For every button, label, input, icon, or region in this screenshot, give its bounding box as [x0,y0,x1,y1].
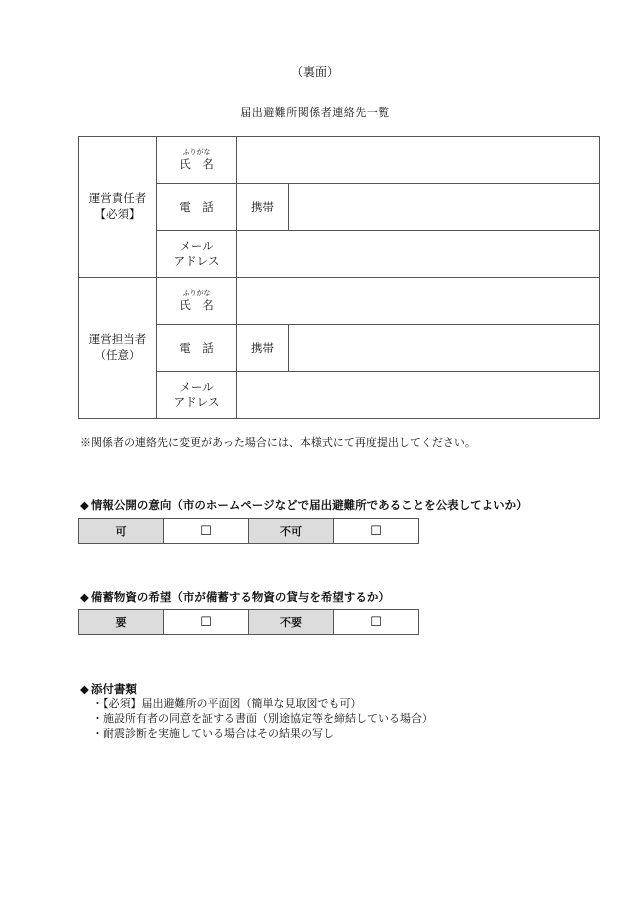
contacts-table [78,136,600,419]
staff-mail-row [79,372,600,419]
staff-name-field[interactable] [237,278,600,325]
staff-role-cell [79,278,157,419]
staff-optional-badge: （任意） [94,348,141,362]
staff-furigana-label: ふりがな [182,288,211,297]
diamond-bullet-icon: ◆ [80,590,89,604]
info-disclosure-heading [80,497,528,513]
stockpile-heading-text: 備蓄物資の希望（市が備蓄する物資の貸与を希望するか） [90,590,390,604]
list-item: ・施設所有者の同意を証する書面（別途協定等を締結している場合） [92,712,433,725]
staff-mobile-field[interactable] [289,325,600,372]
attachments-heading-text: 添付書類 [90,682,137,696]
info-no-checkbox[interactable]: ☐ [334,519,419,544]
stock-yes-checkbox[interactable]: ☐ [164,610,249,635]
manager-role-cell [79,137,157,278]
info-disclosure-heading-text: 情報公開の意向（市のホームページなどで届出避難所であることを公表してよいか） [90,498,528,512]
staff-phone-row [79,325,600,372]
manager-name-label: 氏 名 [179,156,214,171]
staff-mail-label-line2: アドレス [173,395,220,409]
staff-name-row [79,278,600,325]
manager-mail-label-line1: メール [179,239,214,254]
staff-mail-label-line1: メール [179,380,214,395]
manager-mail-label-line2: アドレス [173,254,220,268]
change-notice: ※関係者の連絡先に変更があった場合には、本様式にて再度提出してください。 [80,436,476,449]
staff-mail-field[interactable] [237,372,600,419]
manager-furigana-label: ふりがな [182,147,211,156]
manager-required-badge: 【必須】 [94,207,141,221]
page-side-label: （裏面） [290,65,339,79]
info-yes-checkbox[interactable]: ☐ [164,519,249,544]
stock-no-checkbox[interactable]: ☐ [334,610,419,635]
manager-phone-row [79,184,600,231]
staff-name-label: 氏 名 [179,297,214,312]
manager-mobile-field[interactable] [289,184,600,231]
attachments-list [92,696,433,741]
staff-role-label: 運営担当者 [88,332,147,347]
manager-mail-field[interactable] [237,231,600,278]
attachments-heading [80,681,137,697]
form-title: 届出避難所関係者連絡先一覧 [240,106,390,119]
staff-phone-label: 電 話 [157,325,237,372]
info-option-no: 不可 [249,519,334,544]
info-option-yes: 可 [79,519,164,544]
stockpile-choice-table [78,609,419,635]
list-item: ・【必須】届出避難所の平面図（簡単な見取図でも可） [92,697,362,710]
staff-mail-label-cell [157,372,237,419]
stock-option-yes: 要 [79,610,164,635]
stock-option-no: 不要 [249,610,334,635]
list-item: ・耐震診断を実施している場合はその結果の写し [92,727,334,740]
info-disclosure-choice-table [78,518,419,544]
diamond-bullet-icon: ◆ [80,682,89,696]
staff-mobile-label: 携帯 [237,325,289,372]
manager-mail-label-cell [157,231,237,278]
stockpile-heading [80,589,390,605]
manager-mobile-label: 携帯 [237,184,289,231]
manager-name-row [79,137,600,184]
manager-phone-label: 電 話 [157,184,237,231]
diamond-bullet-icon: ◆ [80,498,89,512]
manager-mail-row [79,231,600,278]
manager-name-field[interactable] [237,137,600,184]
manager-role-label: 運営責任者 [88,191,147,206]
manager-name-label-cell [157,137,237,184]
staff-name-label-cell [157,278,237,325]
